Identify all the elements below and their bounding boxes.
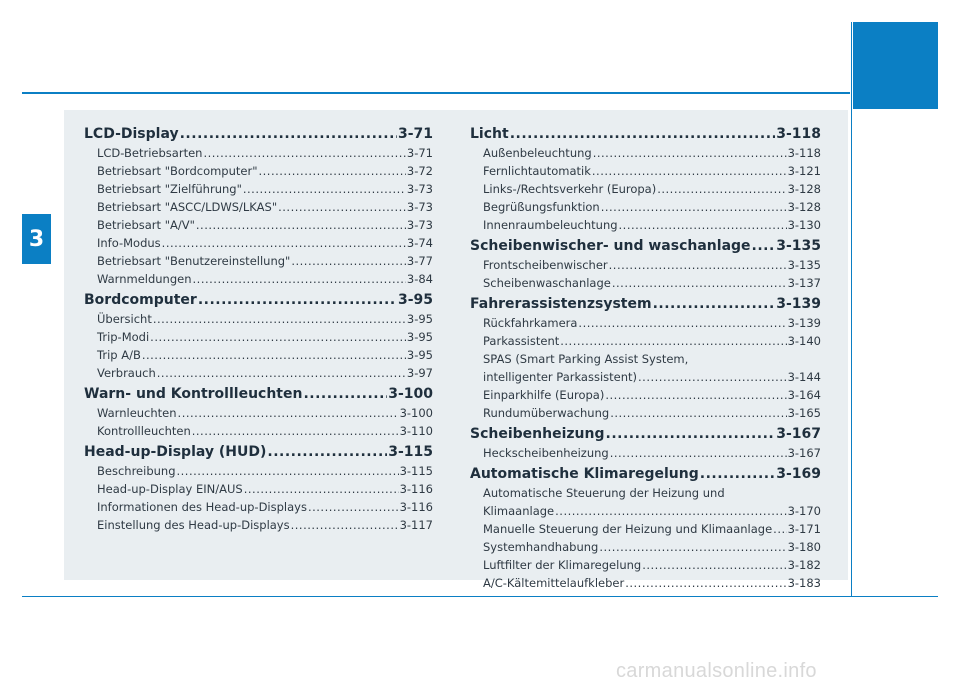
chapter-number: 3 [22, 214, 51, 264]
toc-entry[interactable] [84, 252, 433, 270]
toc-entry[interactable] [470, 256, 821, 274]
toc-entry[interactable] [84, 310, 433, 328]
dot-leader [198, 290, 397, 310]
toc-entry-title: Scheibenwaschanlage [483, 276, 611, 290]
toc-entry-title: Fernlichtautomatik [483, 164, 591, 178]
toc-entry[interactable] [84, 346, 433, 364]
dot-leader [291, 252, 406, 270]
toc-page-number: 3-135 [776, 238, 821, 254]
toc-page-number: 3-167 [787, 446, 821, 460]
toc-entry-title: Rückfahrkamera [483, 316, 578, 330]
toc-entry-title: Einparkhilfe (Europa) [483, 388, 605, 402]
toc-page-number: 3-169 [776, 466, 821, 482]
toc-entry-title: Automatische Steuerung der Heizung und [483, 486, 725, 500]
toc-entry-title: intelligenter Parkassistent) [483, 370, 638, 384]
dot-leader [192, 422, 399, 440]
toc-page-number: 3-183 [787, 576, 821, 590]
toc-page-number: 3-110 [399, 424, 433, 438]
dot-leader [610, 404, 786, 422]
dot-leader [278, 198, 406, 216]
toc-entry-title: Trip A/B [97, 348, 141, 362]
toc-page-number: 3-170 [787, 504, 821, 518]
dot-leader [157, 364, 406, 382]
toc-entry-title: Warnleuchten [97, 406, 177, 420]
dot-leader [592, 162, 787, 180]
toc-entry[interactable] [470, 502, 821, 520]
dot-leader [601, 198, 787, 216]
toc-page-number: 3-144 [787, 370, 821, 384]
toc-section-entry[interactable] [84, 124, 433, 144]
dot-leader [578, 314, 786, 332]
toc-page-number: 3-74 [406, 236, 433, 250]
toc-page-number: 3-115 [388, 444, 433, 460]
toc-entry-title: Links-/Rechtsverkehr (Europa) [483, 182, 657, 196]
toc-page-number: 3-115 [399, 464, 433, 478]
toc-entry[interactable] [470, 386, 821, 404]
toc-page-number: 3-72 [406, 164, 433, 178]
toc-entry[interactable] [470, 162, 821, 180]
toc-entry[interactable] [470, 350, 821, 368]
toc-page-number: 3-139 [776, 296, 821, 312]
dot-leader [193, 270, 406, 288]
toc-entry-title: Begrüßungsfunktion [483, 200, 600, 214]
dot-leader [599, 538, 786, 556]
toc-entry[interactable] [470, 484, 821, 502]
toc-entry[interactable] [470, 216, 821, 234]
dot-leader [593, 144, 787, 162]
toc-page-number: 3-100 [388, 386, 433, 402]
toc-entry[interactable] [84, 180, 433, 198]
toc-page-number: 3-182 [787, 558, 821, 572]
toc-page-number: 3-73 [406, 182, 433, 196]
toc-entry[interactable] [470, 574, 821, 592]
toc-section-entry[interactable] [84, 384, 433, 404]
toc-entry-title: Trip-Modi [97, 330, 150, 344]
toc-entry[interactable] [84, 404, 433, 422]
dot-leader [178, 404, 399, 422]
toc-page-number: 3-95 [397, 292, 433, 308]
dot-leader [653, 294, 776, 314]
toc-entry-title: Betriebsart "Bordcomputer" [97, 164, 258, 178]
dot-leader [638, 368, 787, 386]
dot-leader [606, 424, 776, 444]
toc-entry-title: Verbrauch [97, 366, 156, 380]
toc-entry-title: Head-up-Display (HUD) [84, 444, 267, 460]
toc-entry-title: Frontscheibenwischer [483, 258, 608, 272]
toc-left-column [84, 124, 433, 534]
toc-entry-title: Beschreibung [97, 464, 176, 478]
toc-page-number: 3-135 [787, 258, 821, 272]
toc-entry[interactable] [470, 314, 821, 332]
toc-entry-title: Bordcomputer [84, 292, 197, 308]
toc-page-number: 3-71 [406, 146, 433, 160]
toc-page-number: 3-165 [787, 406, 821, 420]
toc-entry-title: Rundumüberwachung [483, 406, 610, 420]
toc-page-number: 3-164 [787, 388, 821, 402]
toc-section-entry[interactable] [84, 290, 433, 310]
toc-page-number: 3-137 [787, 276, 821, 290]
toc-page-number: 3-118 [776, 126, 821, 142]
toc-entry-title: Scheibenwischer- und waschanlage [470, 238, 751, 254]
toc-right-column [470, 124, 821, 592]
toc-page-number: 3-73 [406, 200, 433, 214]
toc-entry-title: Übersicht [97, 312, 152, 326]
dot-leader [657, 180, 786, 198]
toc-entry-title: Betriebsart "Benutzereinstellung" [97, 254, 291, 268]
toc-entry[interactable] [84, 498, 433, 516]
dot-leader [243, 180, 406, 198]
toc-page-number: 3-116 [399, 482, 433, 496]
toc-entry[interactable] [470, 274, 821, 292]
toc-section-entry[interactable] [84, 442, 433, 462]
toc-entry[interactable] [84, 328, 433, 346]
toc-entry-title: Kontrollleuchten [97, 424, 191, 438]
toc-entry[interactable] [470, 556, 821, 574]
toc-page-number: 3-171 [787, 522, 821, 536]
toc-entry[interactable] [84, 216, 433, 234]
toc-section-entry[interactable] [470, 124, 821, 144]
vertical-rule [851, 22, 852, 597]
toc-entry-title: Info-Modus [97, 236, 161, 250]
dot-leader [153, 310, 406, 328]
toc-entry[interactable] [84, 462, 433, 480]
toc-entry-title: Betriebsart "A/V" [97, 218, 195, 232]
toc-page-number: 3-116 [399, 500, 433, 514]
dot-leader [259, 162, 406, 180]
toc-page-number: 3-73 [406, 218, 433, 232]
dot-leader [605, 386, 786, 404]
toc-entry-title: Einstellung des Head-up-Displays [97, 518, 290, 532]
toc-entry[interactable] [84, 516, 433, 534]
toc-entry-title: Betriebsart "ASCC/LDWS/LKAS" [97, 200, 278, 214]
toc-page-number: 3-139 [787, 316, 821, 330]
toc-entry-title: Warn- und Kontrollleuchten [84, 386, 303, 402]
dot-leader [142, 346, 406, 364]
dot-leader [612, 274, 787, 292]
dot-leader [510, 124, 776, 144]
toc-page-number: 3-128 [787, 200, 821, 214]
toc-entry[interactable] [84, 144, 433, 162]
dot-leader [619, 216, 787, 234]
toc-entry-title: LCD-Display [84, 126, 179, 142]
toc-entry-title: Heckscheibenheizung [483, 446, 609, 460]
toc-entry-title: A/C-Kältemittelaufkleber [483, 576, 625, 590]
dot-leader [203, 144, 405, 162]
dot-leader [555, 502, 786, 520]
toc-entry[interactable] [470, 404, 821, 422]
toc-entry-title: Licht [470, 126, 509, 142]
toc-page-number: 3-130 [787, 218, 821, 232]
toc-entry-title: Parkassistent [483, 334, 560, 348]
toc-entry-title: SPAS (Smart Parking Assist System, [483, 352, 689, 366]
toc-page-number: 3-95 [406, 348, 433, 362]
toc-entry[interactable] [84, 234, 433, 252]
toc-entry[interactable] [470, 520, 821, 538]
dot-leader [267, 442, 387, 462]
toc-page-number: 3-100 [399, 406, 433, 420]
toc-section-entry[interactable] [470, 464, 821, 484]
toc-section-entry[interactable] [470, 294, 821, 314]
dot-leader [303, 384, 387, 404]
toc-entry[interactable] [470, 444, 821, 462]
toc-entry-title: Scheibenheizung [470, 426, 605, 442]
footer-rule [22, 596, 938, 597]
dot-leader [244, 480, 399, 498]
toc-page-number: 3-118 [787, 146, 821, 160]
watermark: carmanualsonline.info [616, 660, 817, 682]
toc-entry[interactable] [470, 198, 821, 216]
toc-page-number: 3-180 [787, 540, 821, 554]
toc-entry-title: Warnmeldungen [97, 272, 192, 286]
toc-section-entry[interactable] [470, 424, 821, 444]
toc-page-number: 3-71 [397, 126, 433, 142]
toc-entry[interactable] [84, 364, 433, 382]
toc-entry-title: Innenraumbeleuchtung [483, 218, 618, 232]
dot-leader [177, 462, 399, 480]
dot-leader [196, 216, 406, 234]
toc-entry-title: Außenbeleuchtung [483, 146, 592, 160]
dot-leader [610, 444, 787, 462]
toc-page-number: 3-84 [406, 272, 433, 286]
toc-entry[interactable] [470, 368, 821, 386]
toc-page-number: 3-140 [787, 334, 821, 348]
toc-entry-title: LCD-Betriebsarten [97, 146, 203, 160]
toc-entry[interactable] [84, 270, 433, 288]
dot-leader [560, 332, 786, 350]
toc-entry-title: Betriebsart "Zielführung" [97, 182, 242, 196]
toc-entry-title: Luftfilter der Klimaregelung [483, 558, 642, 572]
header-rule [22, 92, 850, 94]
dot-leader [752, 236, 776, 256]
toc-page-number: 3-121 [787, 164, 821, 178]
dot-leader [308, 498, 399, 516]
toc-entry-title: Automatische Klimaregelung [470, 466, 699, 482]
dot-leader [150, 328, 406, 346]
toc-entry-title: Fahrerassistenzsystem [470, 296, 652, 312]
toc-entry-title: Informationen des Head-up-Displays [97, 500, 307, 514]
dot-leader [291, 516, 399, 534]
toc-page-number: 3-95 [406, 330, 433, 344]
toc-entry[interactable] [470, 332, 821, 350]
toc-page-number: 3-128 [787, 182, 821, 196]
toc-entry[interactable] [84, 198, 433, 216]
toc-entry[interactable] [84, 162, 433, 180]
dot-leader [773, 520, 786, 538]
toc-page-number: 3-77 [406, 254, 433, 268]
dot-leader [162, 234, 406, 252]
toc-entry[interactable] [84, 480, 433, 498]
dot-leader [609, 256, 787, 274]
toc-entry[interactable] [470, 180, 821, 198]
toc-section-entry[interactable] [470, 236, 821, 256]
toc-entry-title: Head-up-Display EIN/AUS [97, 482, 243, 496]
toc-page-number: 3-167 [776, 426, 821, 442]
toc-entry[interactable] [84, 422, 433, 440]
toc-entry-title: Manuelle Steuerung der Heizung und Klimaanlage [483, 522, 773, 536]
toc-entry-title: Systemhandhabung [483, 540, 599, 554]
dot-leader [642, 556, 786, 574]
chapter-tab [853, 22, 938, 109]
dot-leader [700, 464, 775, 484]
toc-entry[interactable] [470, 538, 821, 556]
toc-page-number: 3-97 [406, 366, 433, 380]
dot-leader [625, 574, 786, 592]
dot-leader [180, 124, 397, 144]
toc-page-number: 3-95 [406, 312, 433, 326]
toc-page-number: 3-117 [399, 518, 433, 532]
toc-entry[interactable] [470, 144, 821, 162]
toc-entry-title: Klimaanlage [483, 504, 555, 518]
